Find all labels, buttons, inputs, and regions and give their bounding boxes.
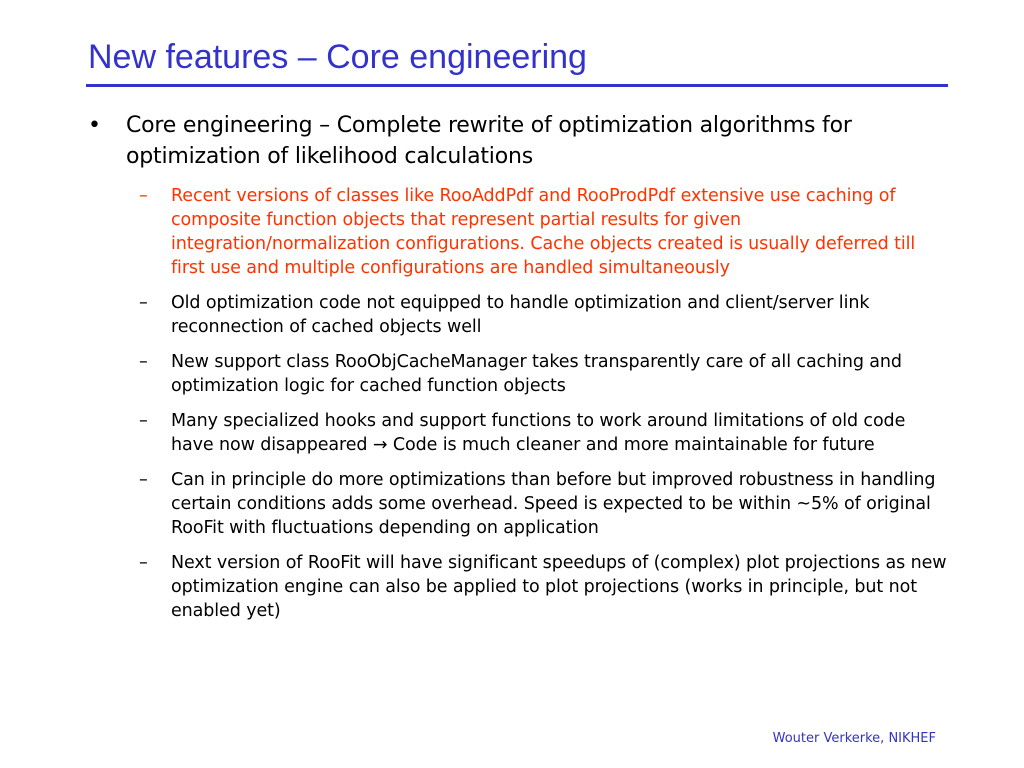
sub-bullet-next-version [88,551,948,623]
sub-bullet-robustness [88,468,948,540]
sub-bullet-text-before: Many specialized hooks and support functions to work around limitations of old code have now disappeared [171,411,906,455]
right-arrow-icon: → [372,435,388,455]
dash-marker: – [139,411,148,431]
sub-bullet-list [88,184,948,623]
bullet-marker: • [88,113,101,138]
sub-bullet-text-after: Code is much cleaner and more maintainable for future [387,435,875,455]
dash-marker: – [139,186,148,206]
main-bullet-text: Core engineering – Complete rewrite of optimization algorithms for optimization of likelihood calculations [126,113,852,169]
dash-marker: – [139,293,148,313]
slide-title: New features – Core engineering [88,38,587,76]
sub-bullet-text: Next version of RooFit will have significant speedups of (complex) plot projections as new optimization engine can also be applied to plot projections (works in principle, but not enabled yet) [171,553,947,621]
sub-bullet-text: Old optimization code not equipped to handle optimization and client/server link reconnection of cached objects well [171,293,870,337]
sub-bullet-text: New support class RooObjCacheManager takes transparently care of all caching and optimization logic for cached function objects [171,352,902,396]
footer-author: Wouter Verkerke, NIKHEF [772,731,936,746]
title-underline [86,84,948,87]
sub-bullet-text: Recent versions of classes like RooAddPdf and RooProdPdf extensive use caching of composite function objects that represent partial results for given integration/normalization configurations. Cache objects created is usually deferred till first use and multiple configurations are handled simultaneously [171,186,916,278]
slide-content [88,110,948,634]
dash-marker: – [139,553,148,573]
dash-marker: – [139,352,148,372]
sub-bullet-old-code [88,291,948,339]
sub-bullet-caching [88,184,948,280]
sub-bullet-hooks [88,409,948,457]
sub-bullet-text: Can in principle do more optimizations than before but improved robustness in handling certain conditions adds some overhead. Speed is expected to be within ~5% of original RooFit with fluctuations depending on application [171,470,936,538]
main-bullet [88,110,948,172]
sub-bullet-cache-manager [88,350,948,398]
dash-marker: – [139,470,148,490]
